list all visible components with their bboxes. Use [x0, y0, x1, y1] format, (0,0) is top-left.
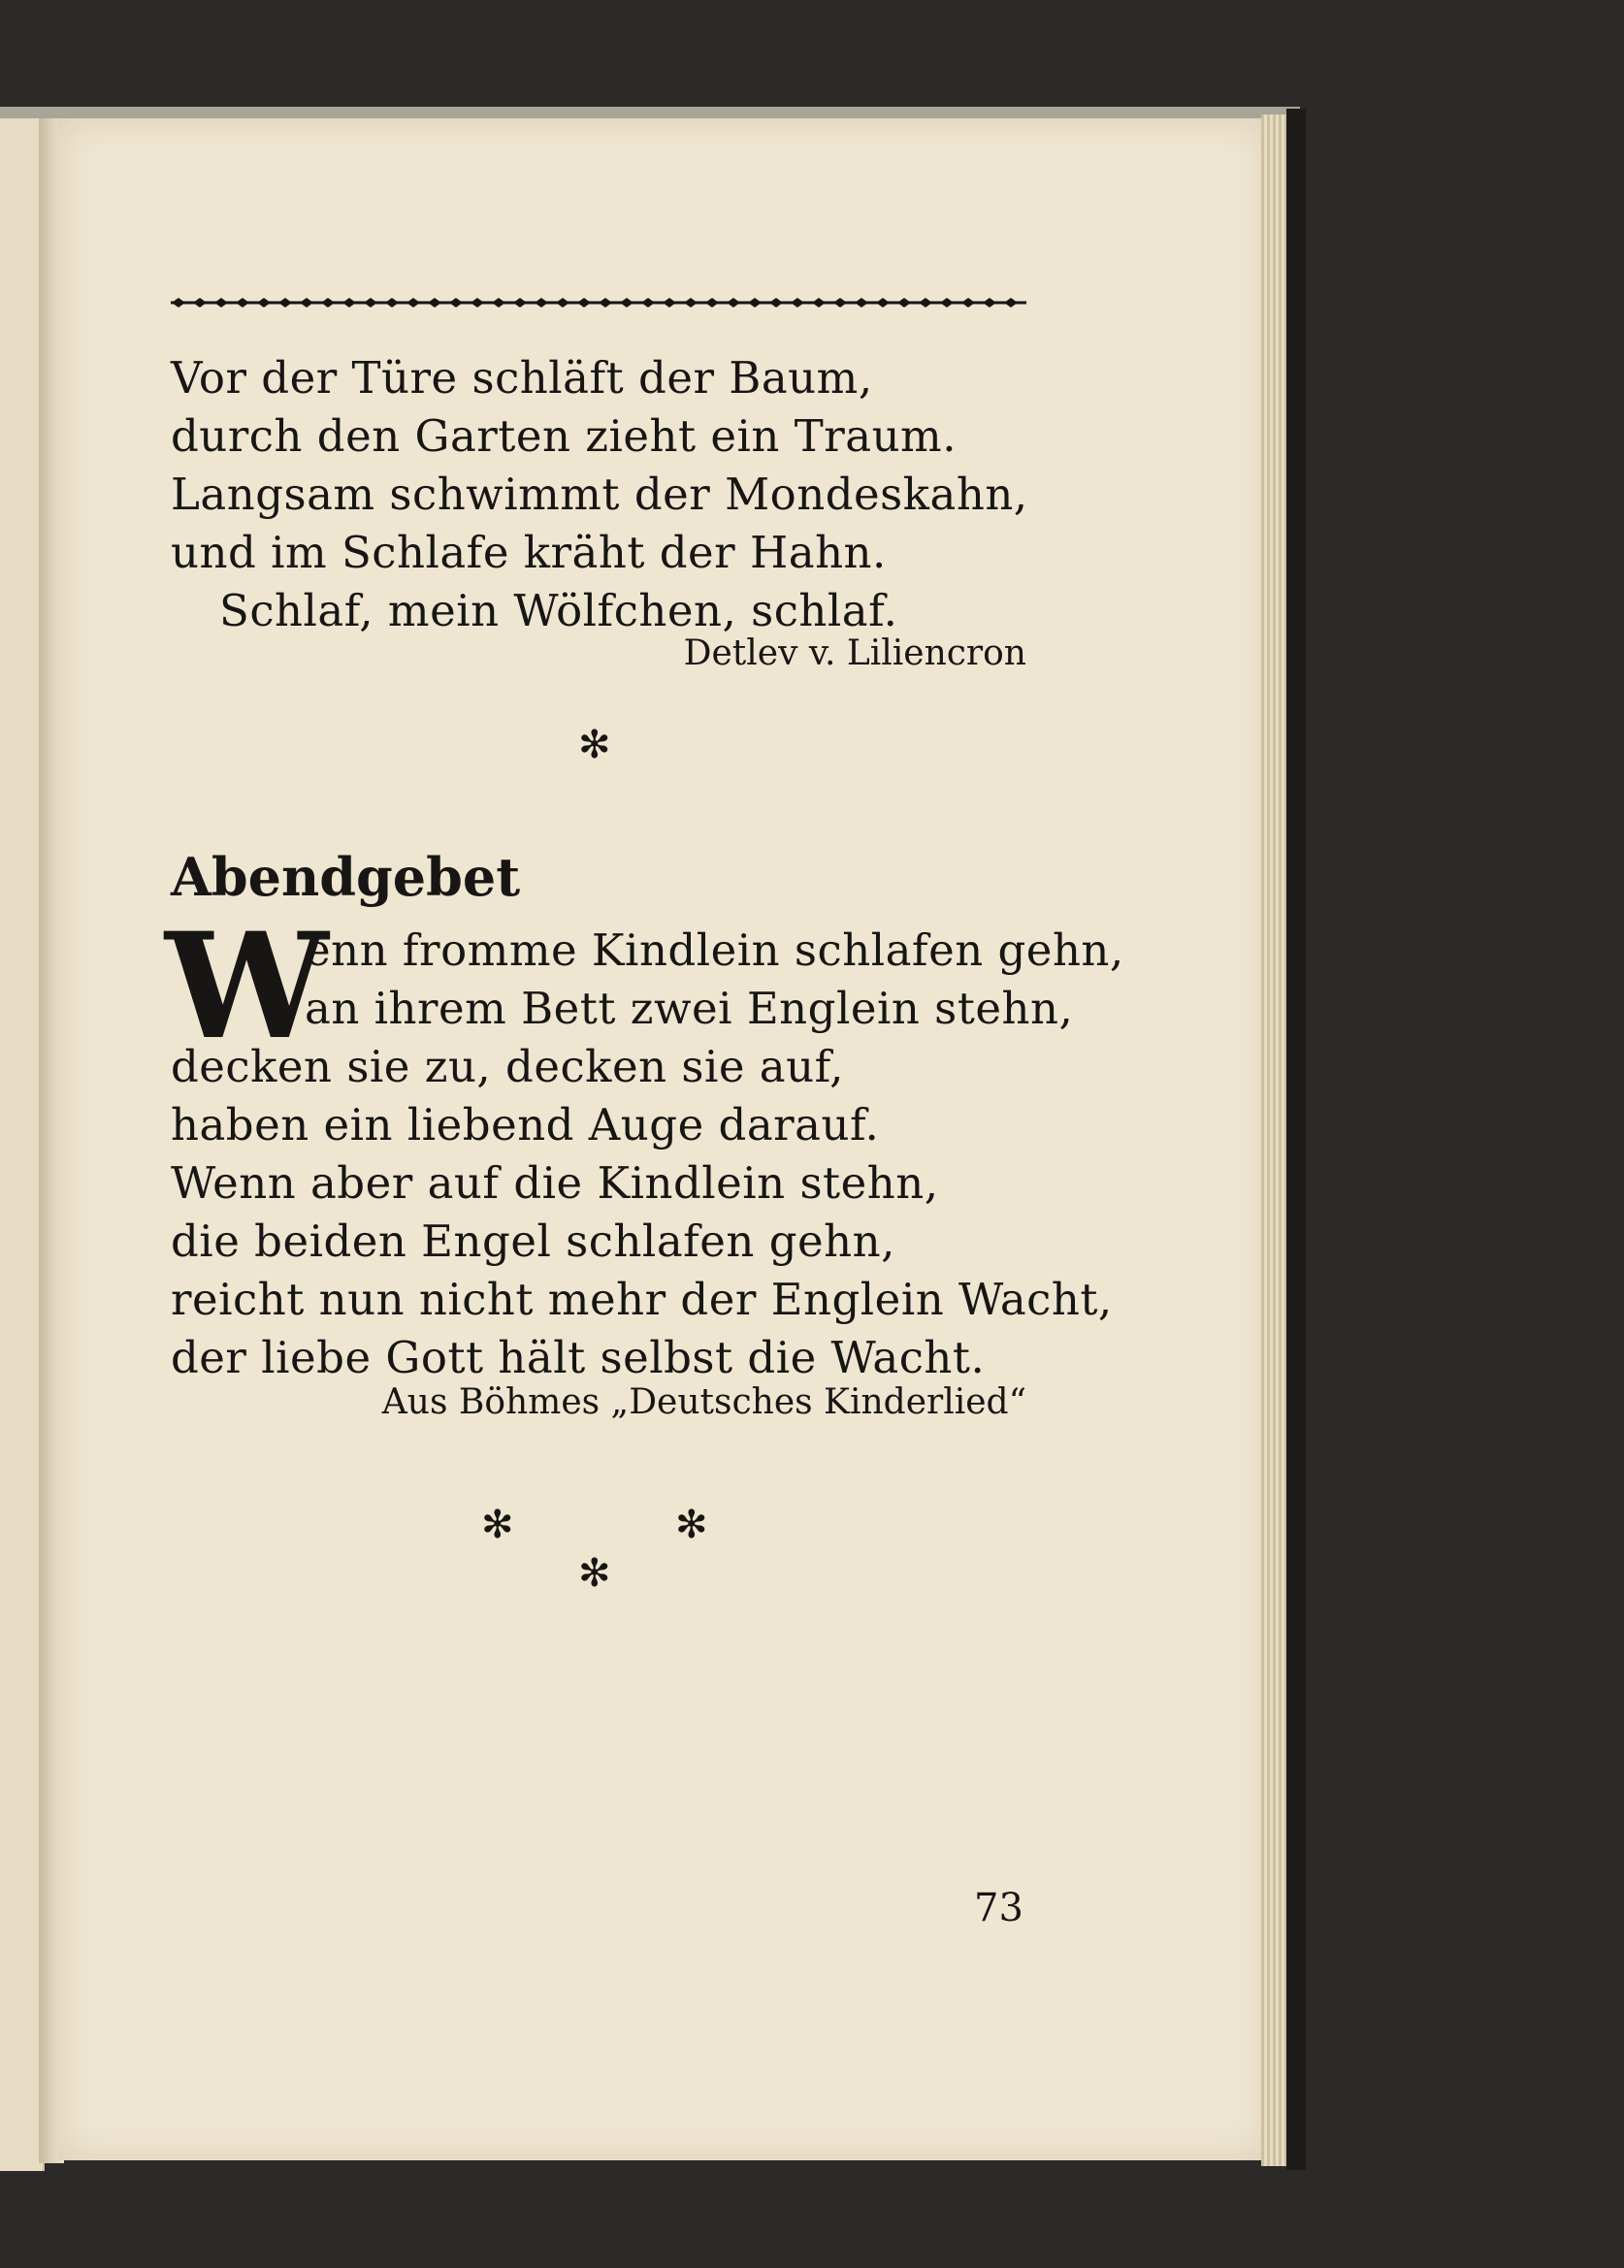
ornament-diamond	[556, 298, 569, 308]
ornament-diamond	[983, 298, 996, 308]
ornament-diamond	[577, 298, 591, 308]
poem2-line: Wenn aber auf die Kindlein stehn,	[171, 1157, 939, 1209]
drop-cap: W	[165, 901, 329, 1072]
ornament-diamond	[748, 298, 762, 308]
ornament-diamond	[855, 298, 868, 308]
asterism-star: ✻	[675, 1503, 708, 1547]
ornament-diamond	[385, 298, 399, 308]
ornament-diamond	[919, 298, 932, 308]
ornament-diamond	[214, 298, 228, 308]
poem1-line: Langsam schwimmt der Mondeskahn,	[171, 469, 1028, 520]
poem1-line: Vor der Türe schläft der Baum,	[171, 352, 873, 404]
ornament-diamond	[428, 298, 441, 308]
ornament-diamond	[449, 298, 463, 308]
ornament-diamond	[492, 298, 505, 308]
ornament-diamond	[406, 298, 420, 308]
ornament-diamond	[236, 298, 249, 308]
poem2-line: decken sie zu, decken sie auf,	[171, 1041, 844, 1092]
asterism-star: ✻	[578, 1551, 611, 1596]
ornament-diamond	[961, 298, 975, 308]
ornament-diamond	[940, 298, 954, 308]
ornament-diamond	[300, 298, 313, 308]
ornament-diamond	[705, 298, 719, 308]
ornament-diamond	[513, 298, 527, 308]
poem2-source: Aus Böhmes „Deutsches Kinderlied“	[381, 1382, 1026, 1422]
ornament-diamond	[833, 298, 847, 308]
ornament-diamond	[684, 298, 698, 308]
asterism-separator: ✻	[578, 723, 611, 767]
ornament-diamond	[193, 298, 207, 308]
poem1-line: Schlaf, mein Wölfchen, schlaf.	[219, 585, 898, 636]
poem2-title: Abendgebet	[171, 846, 521, 908]
asterism-star: ✻	[481, 1503, 514, 1547]
ornament-diamond	[791, 298, 804, 308]
ornament-diamond	[641, 298, 655, 308]
ornament-diamond	[620, 298, 633, 308]
ornament-diamond	[897, 298, 911, 308]
ornament-diamond	[278, 298, 292, 308]
ornament-diamond	[876, 298, 890, 308]
poem2-line: die beiden Engel schlafen gehn,	[171, 1215, 895, 1267]
ornament-diamond	[727, 298, 740, 308]
poem1-author: Detlev v. Liliencron	[683, 633, 1026, 673]
poem2-line: der liebe Gott hält selbst die Wacht.	[171, 1332, 986, 1383]
ornament-diamond	[812, 298, 826, 308]
ornament-diamond	[663, 298, 676, 308]
ornament-diamond	[535, 298, 548, 308]
ornament-diamond	[1004, 298, 1018, 308]
poem1-line: und im Schlafe kräht der Hahn.	[171, 527, 887, 578]
poem2-line: haben ein liebend Auge darauf.	[171, 1099, 880, 1150]
ornament-diamond	[471, 298, 484, 308]
ornament-diamond	[599, 298, 612, 308]
ornament-diamond	[172, 298, 185, 308]
poem1-line: durch den Garten zieht ein Traum.	[171, 410, 958, 462]
poem2-line: reicht nun nicht mehr der Englein Wacht,	[171, 1274, 1113, 1325]
poem2-line: an ihrem Bett zwei Englein stehn,	[305, 983, 1074, 1034]
ornament-diamond	[257, 298, 271, 308]
ornament-rule	[171, 297, 1026, 308]
page-number: 73	[974, 1886, 1023, 1930]
ornament-diamond	[769, 298, 783, 308]
poem2-first-line: enn fromme Kindlein schlafen gehn,	[305, 924, 1124, 976]
ornament-diamond	[321, 298, 335, 308]
ornament-diamond	[342, 298, 356, 308]
ornament-diamond	[364, 298, 377, 308]
